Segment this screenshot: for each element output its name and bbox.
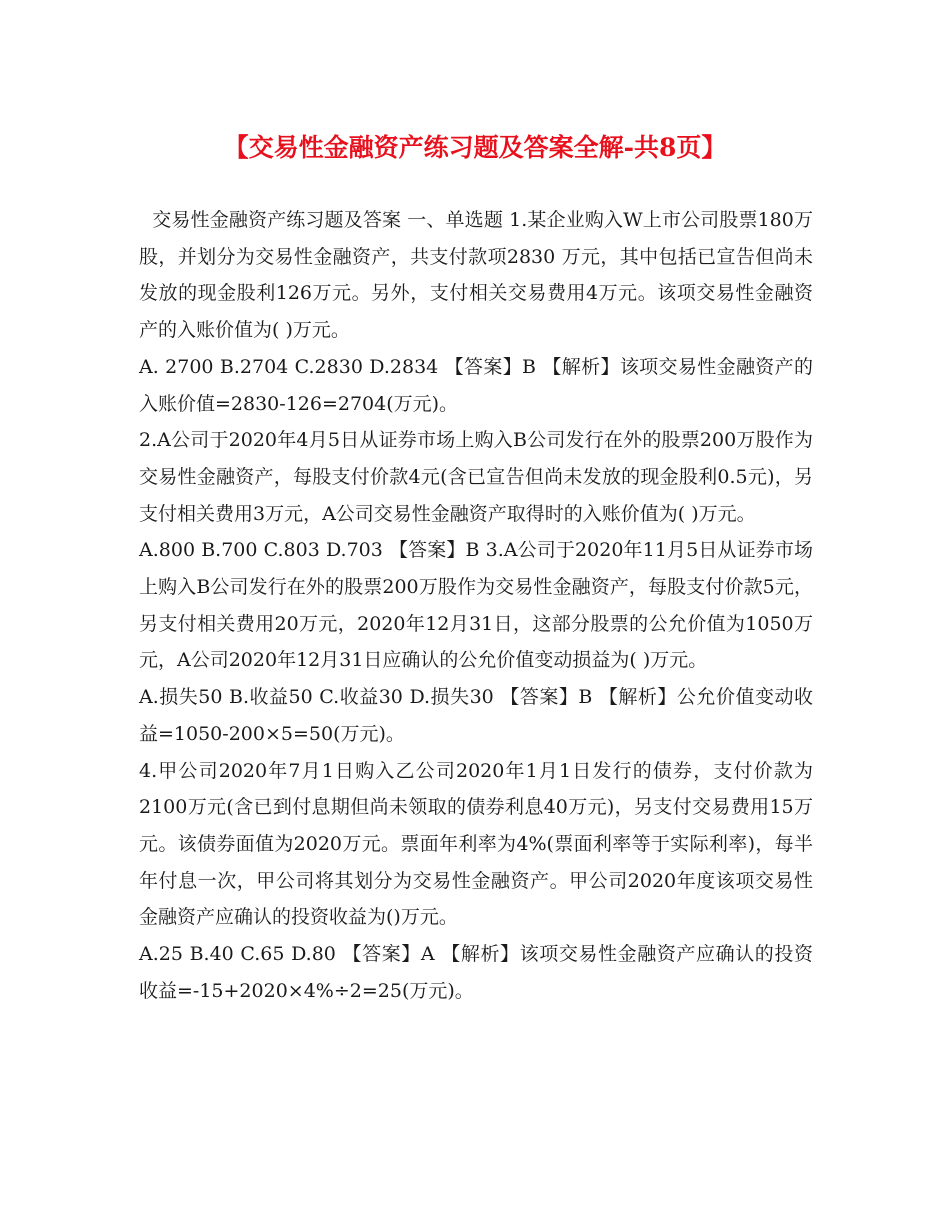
paragraph-answer-1: A. 2700 B.2704 C.2830 D.2834 【答案】B 【解析】该项交易性金融资产的入账价值=2830-126=2704(万元)。 xyxy=(139,355,813,415)
paragraph-answer-2-question-3: A.800 B.700 C.803 D.703 【答案】B 3.A公司于2020年11月5日从证券市场上购入B公司发行在外的股票200万股作为交易性金融资产，每股支付价款5元，另支付相关费用20万元，2020年12月31日，这部分股票的公允价值为1050万元，A公司2020年12月31日应确认的公允价值变动损益为( )万元。 xyxy=(139,539,813,672)
paragraph-answer-3: A.损失50 B.收益50 C.收益30 D.损失30 【答案】B 【解析】公允价值变动收益=1050-200×5=50(万元)。 xyxy=(139,686,813,745)
document-body xyxy=(139,202,813,1009)
paragraph-answer-4: A.25 B.40 C.65 D.80 【答案】A 【解析】该项交易性金融资产应确认的投资收益=-15+2020×4%÷2=25(万元)。 xyxy=(139,943,813,1002)
paragraph-question-2: 2.A公司于2020年4月5日从证券市场上购入B公司发行在外的股票200万股作为交易性金融资产，每股支付价款4元(含已宣告但尚未发放的现金股利0.5元)，另支付相关费用3万元，A公司交易性金融资产取得时的入账价值为( )万元。 xyxy=(139,429,813,525)
paragraph-question-4: 4.甲公司2020年7月1日购入乙公司2020年1月1日发行的债券，支付价款为2100万元(含已到付息期但尚未领取的债券利息40万元)，另支付交易费用15万元。该债券面值为2020万元。票面年利率为4%(票面利率等于实际利率)，每半年付息一次，甲公司将其划分为交易性金融资产。甲公司2020年度该项交易性金融资产应确认的投资收益为()万元。 xyxy=(139,759,813,929)
document-title: 【交易性金融资产练习题及答案全解-共8页】 xyxy=(223,133,727,162)
paragraph-question-1: 交易性金融资产练习题及答案 一、单选题 1.某企业购入W上市公司股票180万股，并划分为交易性金融资产，共支付款项2830 万元，其中包括已宣告但尚未发放的现金股利126万元。另外，支付相关交易费用4万元。该项交易性金融资产的入账价值为( )万元。 xyxy=(139,209,813,342)
